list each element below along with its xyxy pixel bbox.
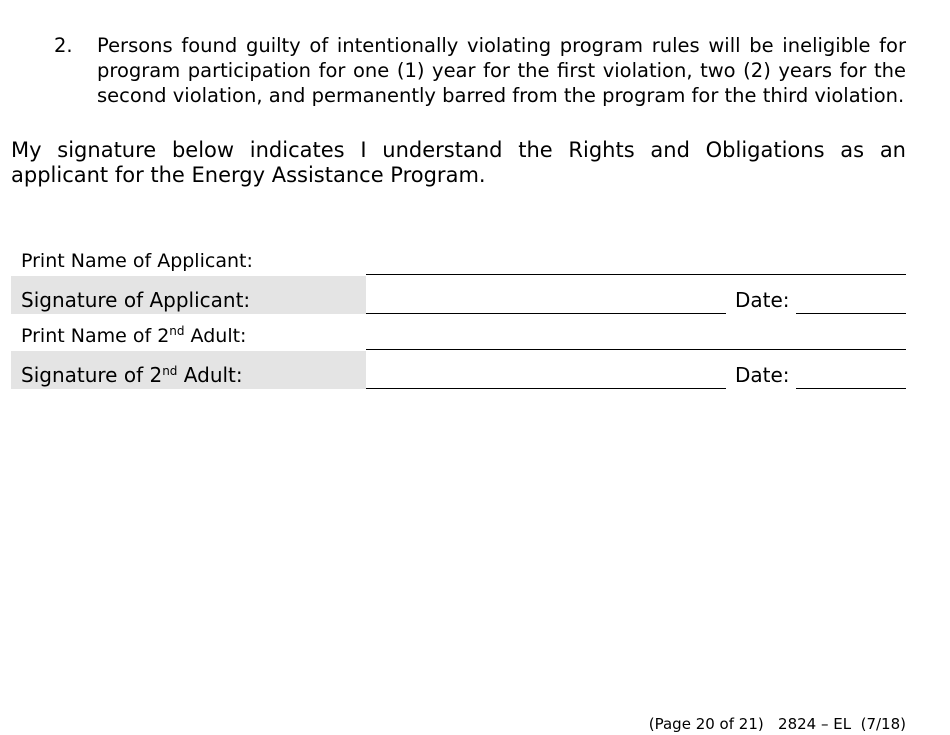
print-name-applicant-row (11, 237, 906, 275)
date-2nd-adult-line[interactable] (796, 388, 906, 389)
label-cell (11, 351, 366, 389)
rule-text: Persons found guilty of intentionally violating program rules will be ineligible for program participation for one (1) year for the first violation, two (2) years for the second violation, and permanently barred from the program for the third violation. (97, 34, 906, 107)
signature-2nd-adult-label (21, 363, 243, 387)
label-prefix: Print Name of 2 (21, 325, 170, 347)
ordinal-suffix: nd (162, 364, 178, 378)
signature-2nd-adult-row (11, 351, 906, 389)
date-label: Date: (735, 288, 790, 312)
acknowledgement-statement: My signature below indicates I understand the Rights and Obligations as an applicant for the Energy Assistance Program. (11, 138, 906, 187)
label-suffix: Adult: (177, 363, 243, 387)
label-cell (11, 237, 366, 275)
page-footer: (Page 20 of 21) 2824 – EL (7/18) (648, 715, 906, 733)
print-name-2nd-adult-row (11, 312, 906, 350)
ordinal-suffix: nd (169, 324, 185, 338)
print-name-2nd-adult-line[interactable] (366, 349, 906, 350)
rule-number: 2. (54, 34, 73, 57)
label-cell (11, 312, 366, 350)
signature-applicant-row (11, 276, 906, 314)
signature-2nd-adult-line[interactable] (366, 388, 726, 389)
label-prefix: Signature of 2 (21, 363, 163, 387)
print-name-applicant-label: Print Name of Applicant: (21, 250, 253, 272)
date-label: Date: (735, 363, 790, 387)
label-suffix: Adult: (184, 325, 247, 347)
print-name-2nd-adult-label (21, 324, 246, 348)
print-name-applicant-line[interactable] (366, 274, 906, 275)
label-cell (11, 276, 366, 314)
signature-applicant-label: Signature of Applicant: (21, 288, 251, 312)
